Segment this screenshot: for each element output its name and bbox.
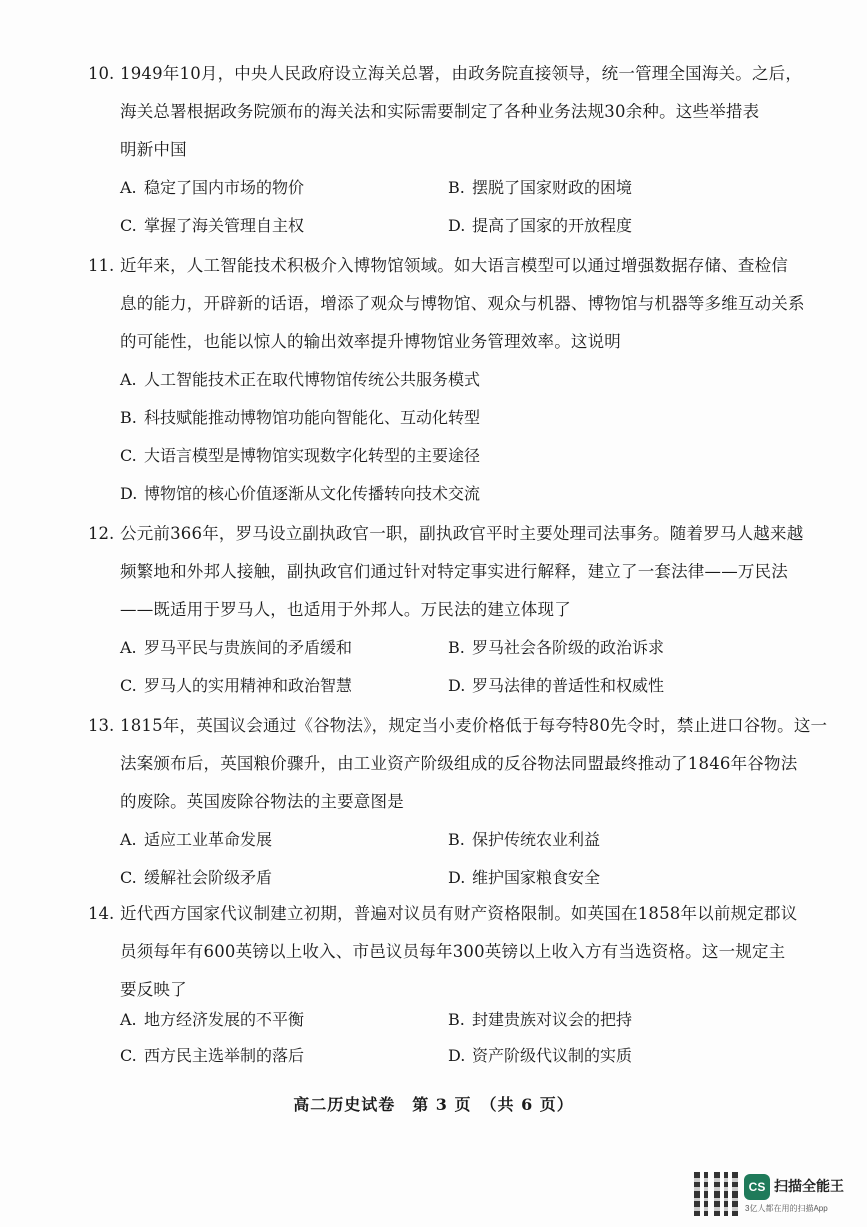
option-c[interactable]: C. 大语言模型是博物馆实现数字化转型的主要途径	[120, 446, 481, 465]
question-text-line: 息的能力，开辟新的话语，增添了观众与博物馆、观众与机器、博物馆与机器等多维互动关系	[120, 294, 805, 313]
question-text-line: 频繁地和外邦人接触，副执政官们通过针对特定事实进行解释，建立了一套法律——万民法	[120, 562, 788, 581]
question-text-line: 明新中国	[120, 140, 187, 159]
option-b[interactable]: B. 保护传统农业利益	[448, 830, 601, 849]
option-c[interactable]: C. 掌握了海关管理自主权	[120, 216, 305, 235]
option-a[interactable]: A. 稳定了国内市场的物价	[120, 178, 305, 197]
option-a[interactable]: A. 适应工业革命发展	[120, 830, 273, 849]
question-text-line: 法案颁布后，英国粮价骤升，由工业资产阶级组成的反谷物法同盟最终推动了1846年谷物法	[120, 754, 798, 773]
scanner-app-subtitle: 3亿人都在用的扫描App	[745, 1204, 828, 1213]
option-b[interactable]: B. 科技赋能推动博物馆功能向智能化、互动化转型	[120, 408, 481, 427]
question-text-line: 1815年，英国议会通过《谷物法》，规定当小麦价格低于每夸特80先令时，禁止进口谷物。这一	[120, 716, 828, 735]
option-d[interactable]: D. 资产阶级代议制的实质	[448, 1046, 633, 1065]
scanner-app-title: 扫描全能王	[774, 1178, 844, 1194]
option-a[interactable]: A. 人工智能技术正在取代博物馆传统公共服务模式	[120, 370, 481, 389]
question-number: 11.	[88, 256, 115, 275]
option-b[interactable]: B. 封建贵族对议会的把持	[448, 1010, 633, 1029]
question-number: 14.	[88, 904, 115, 923]
question-text-line: 近代西方国家代议制建立初期，普遍对议员有财产资格限制。如英国在1858年以前规定郡议	[120, 904, 798, 923]
question-text-line: 近年来，人工智能技术积极介入博物馆领域。如大语言模型可以通过增强数据存储、查检信	[120, 256, 788, 275]
camscanner-logo-icon: CS	[744, 1174, 770, 1200]
question-text-line: ——既适用于罗马人，也适用于外邦人。万民法的建立体现了	[120, 600, 571, 619]
question-text-line: 公元前366年，罗马设立副执政官一职，副执政官平时主要处理司法事务。随着罗马人越来越	[120, 524, 804, 543]
question-text-line: 1949年10月，中央人民政府设立海关总署，由政务院直接领导，统一管理全国海关。之后，	[120, 64, 803, 83]
question-text-line: 员须每年有600英镑以上收入、市邑议员每年300英镑以上收入方有当选资格。这一规定主	[120, 942, 786, 961]
option-a[interactable]: A. 罗马平民与贵族间的矛盾缓和	[120, 638, 353, 657]
page-footer: 高二历史试卷 第 3 页 （共 6 页）	[293, 1095, 574, 1114]
option-c[interactable]: C. 缓解社会阶级矛盾	[120, 868, 273, 887]
option-b[interactable]: B. 罗马社会各阶级的政治诉求	[448, 638, 665, 657]
question-number: 13.	[88, 716, 115, 735]
question-text-line: 的废除。英国废除谷物法的主要意图是	[120, 792, 404, 811]
question-text-line: 的可能性，也能以惊人的输出效率提升博物馆业务管理效率。这说明	[120, 332, 621, 351]
qr-code-icon	[694, 1172, 738, 1216]
option-b[interactable]: B. 摆脱了国家财政的困境	[448, 178, 633, 197]
option-d[interactable]: D. 博物馆的核心价值逐渐从文化传播转向技术交流	[120, 484, 481, 503]
option-d[interactable]: D. 提高了国家的开放程度	[448, 216, 633, 235]
option-d[interactable]: D. 罗马法律的普适性和权威性	[448, 676, 665, 695]
question-number: 12.	[88, 524, 115, 543]
option-d[interactable]: D. 维护国家粮食安全	[448, 868, 601, 887]
question-number: 10.	[88, 64, 115, 83]
option-c[interactable]: C. 西方民主选举制的落后	[120, 1046, 305, 1065]
option-a[interactable]: A. 地方经济发展的不平衡	[120, 1010, 305, 1029]
question-text-line: 要反映了	[120, 980, 187, 999]
question-text-line: 海关总署根据政务院颁布的海关法和实际需要制定了各种业务法规30余种。这些举措表	[120, 102, 760, 121]
option-c[interactable]: C. 罗马人的实用精神和政治智慧	[120, 676, 353, 695]
